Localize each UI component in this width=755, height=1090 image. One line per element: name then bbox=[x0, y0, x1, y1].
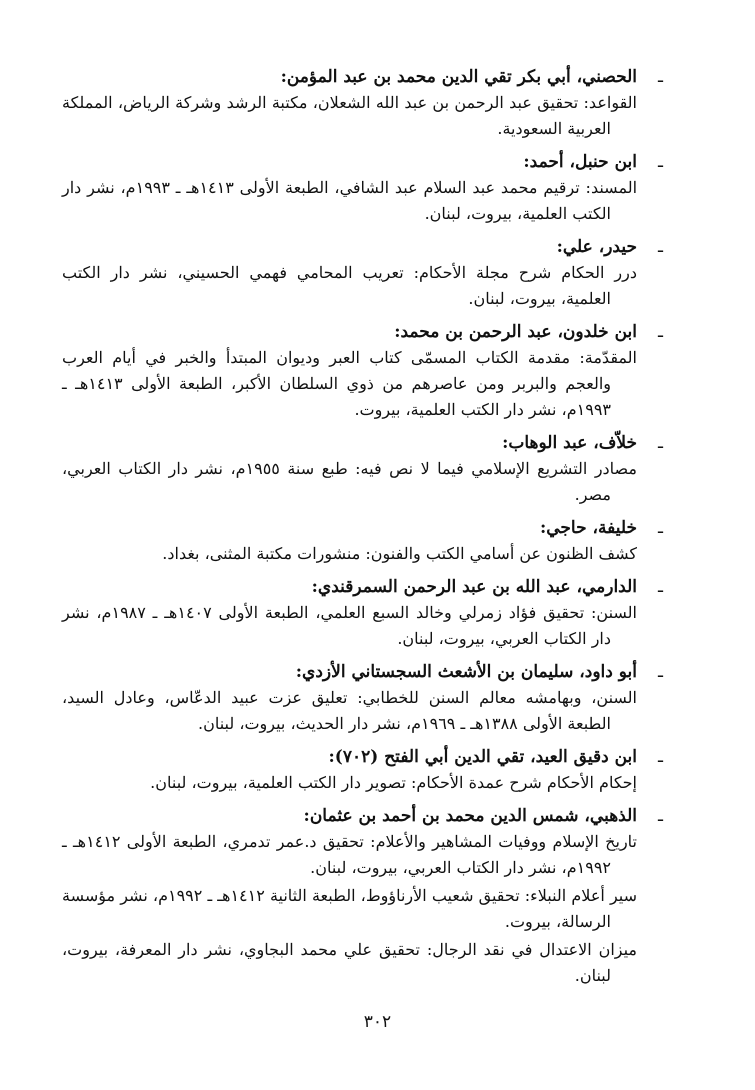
bibliography-entry bbox=[62, 515, 663, 567]
bibliography-entry bbox=[62, 659, 663, 737]
entry-author-text: الذهبي، شمس الدين محمد بن أحمد بن عثمان: bbox=[303, 806, 637, 826]
entry-work: المسند: ترقيم محمد عبد السلام عبد الشافي، الطبعة الأولى ١٤١٣هـ ـ ١٩٩٣م، نشر دار الكتب العلمية، بيروت، لبنان. bbox=[62, 178, 638, 223]
entry-work: إحكام الأحكام شرح عمدة الأحكام: تصوير دار الكتب العلمية، بيروت، لبنان. bbox=[150, 773, 637, 792]
entry-bullet: ـ bbox=[658, 322, 663, 342]
entry-author bbox=[62, 659, 663, 685]
entry-bullet: ـ bbox=[658, 518, 663, 538]
entry-work: المقدّمة: مقدمة الكتاب المسمّى كتاب العبر وديوان المبتدأ والخبر في أيام العرب والعجم والبربر ومن عاصرهم من ذوي السلطان الأكبر، الطبعة الأولى ١٤١٣هـ ـ ١٩٩٣م، نشر دار الكتب العلمية، بيروت. bbox=[62, 348, 637, 419]
entry-bullet: ـ bbox=[658, 152, 663, 172]
entry-author bbox=[62, 744, 663, 770]
entry-work: القواعد: تحقيق عبد الرحمن بن عبد الله الشعلان، مكتبة الرشد وشركة الرياض، المملكة العربية السعودية. bbox=[62, 93, 637, 138]
entry-author-text: الحصني، أبي بكر تقي الدين محمد بن عبد المؤمن: bbox=[280, 67, 637, 87]
entry-bullet: ـ bbox=[658, 662, 663, 682]
bibliography-entry bbox=[62, 574, 663, 652]
entry-work: سير أعلام النبلاء: تحقيق شعيب الأرناؤوط، الطبعة الثانية ١٤١٢هـ ـ ١٩٩٢م، نشر مؤسسة الرسالة، بيروت. bbox=[62, 886, 638, 931]
entry-bullet: ـ bbox=[658, 806, 663, 826]
bibliography-entry bbox=[62, 319, 663, 423]
entry-author bbox=[62, 234, 663, 260]
entry-bullet: ـ bbox=[658, 237, 663, 257]
entry-author bbox=[62, 574, 663, 600]
bibliography-entry bbox=[62, 234, 663, 312]
entry-author-text: ابن خلدون، عبد الرحمن بن محمد: bbox=[394, 322, 637, 342]
entry-author-text: خلاّف، عبد الوهاب: bbox=[502, 433, 637, 453]
bibliography-entry bbox=[62, 744, 663, 796]
entry-work: السنن: تحقيق فؤاد زمرلي وخالد السبع العلمي، الطبعة الأولى ١٤٠٧هـ ـ ١٩٨٧م، نشر دار الكتاب العربي، بيروت، لبنان. bbox=[62, 603, 638, 648]
bibliography-entry bbox=[62, 430, 663, 508]
entry-author-text: ابن دقيق العيد، تقي الدين أبي الفتح (٧٠٢): bbox=[328, 747, 637, 767]
bibliography-list bbox=[62, 64, 663, 989]
entry-author bbox=[62, 803, 663, 829]
entry-bullet: ـ bbox=[658, 577, 663, 597]
entry-bullet: ـ bbox=[658, 67, 663, 87]
entry-author bbox=[62, 430, 663, 456]
entry-bullet: ـ bbox=[658, 433, 663, 453]
entry-author bbox=[62, 319, 663, 345]
entry-author-text: الدارمي، عبد الله بن عبد الرحمن السمرقندي: bbox=[311, 577, 637, 597]
entry-work: كشف الظنون عن أسامي الكتب والفنون: منشورات مكتبة المثنى، بغداد. bbox=[162, 544, 637, 563]
entry-work: السنن، وبهامشه معالم السنن للخطابي: تعليق عزت عبيد الدعّاس، وعادل السيد، الطبعة الأولى ١٣٨٨هـ ـ ١٩٦٩م، نشر دار الحديث، بيروت، لبنان. bbox=[62, 688, 638, 733]
entry-bullet: ـ bbox=[658, 747, 663, 767]
entry-author bbox=[62, 64, 663, 90]
page-number: ٣٠٢ bbox=[363, 1012, 392, 1032]
entry-author-text: أبو داود، سليمان بن الأشعث السجستاني الأزدي: bbox=[295, 662, 637, 682]
bibliography-entry bbox=[62, 803, 663, 989]
entry-author-text: ابن حنبل، أحمد: bbox=[523, 152, 637, 172]
entry-author bbox=[62, 515, 663, 541]
entry-author-text: خليفة، حاجي: bbox=[539, 518, 637, 538]
entry-work: ميزان الاعتدال في نقد الرجال: تحقيق علي محمد البجاوي، نشر دار المعرفة، بيروت، لبنان. bbox=[62, 940, 637, 985]
entry-work: درر الحكام شرح مجلة الأحكام: تعريب المحامي فهمي الحسيني، نشر دار الكتب العلمية، بيروت، لبنان. bbox=[62, 263, 638, 308]
entry-work: مصادر التشريع الإسلامي فيما لا نص فيه: طبع سنة ١٩٥٥م، نشر دار الكتاب العربي، مصر. bbox=[62, 459, 637, 504]
bibliography-entry bbox=[62, 149, 663, 227]
entry-author bbox=[62, 149, 663, 175]
entry-work: تاريخ الإسلام ووفيات المشاهير والأعلام: تحقيق د.عمر تدمري، الطبعة الأولى ١٤١٢هـ ـ ١٩٩٢م، نشر دار الكتاب العربي، بيروت، لبنان. bbox=[62, 832, 638, 877]
bibliography-entry bbox=[62, 64, 663, 142]
entry-author-text: حيدر، علي: bbox=[556, 237, 637, 257]
